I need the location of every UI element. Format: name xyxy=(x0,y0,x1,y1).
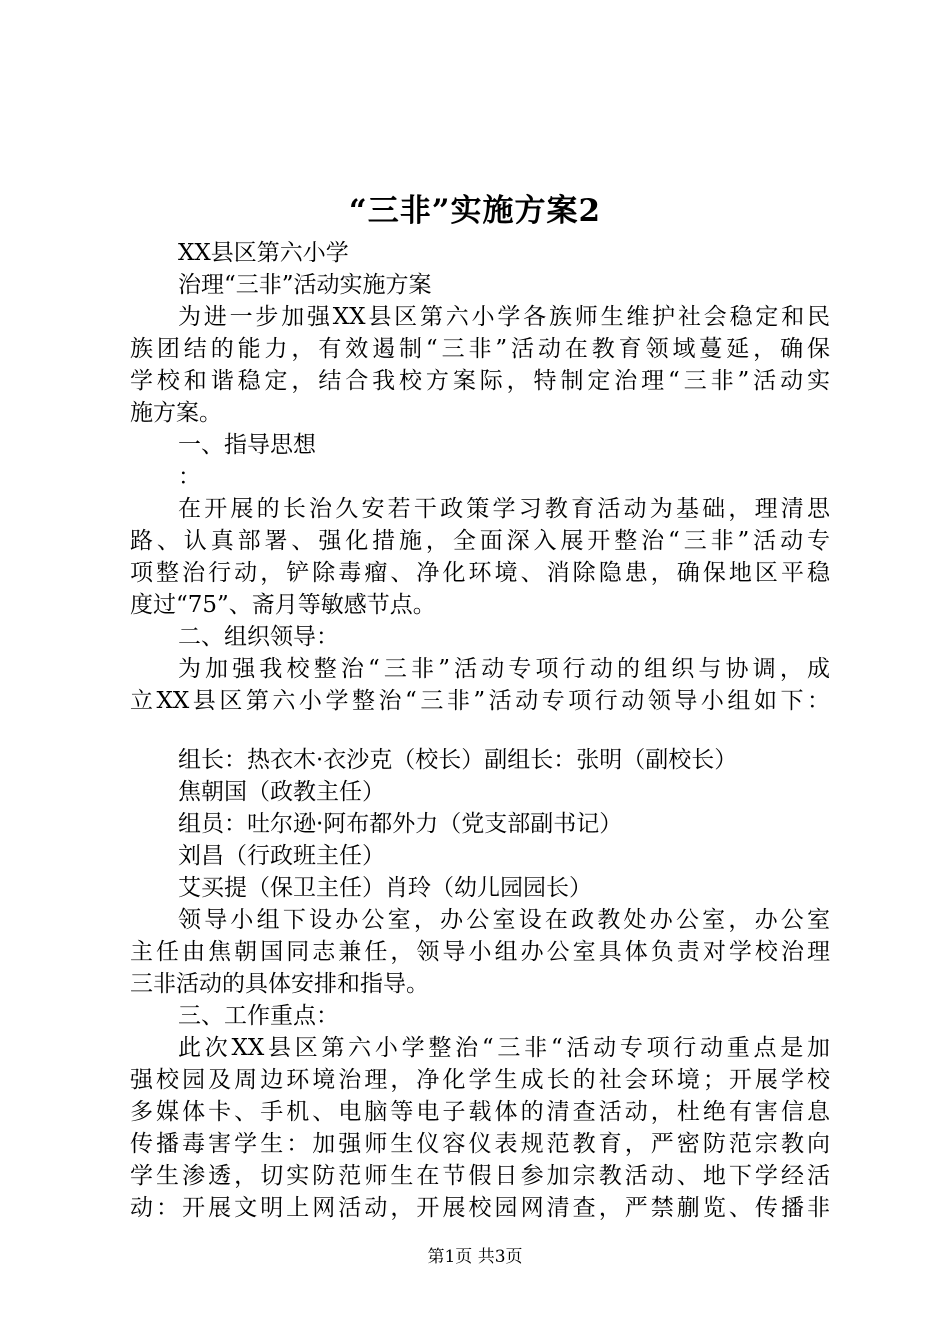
body-line: 项整治行动，铲除毒瘤、净化环境、消除隐患，确保地区平稳 xyxy=(130,560,830,586)
body-line: 传播毒害学生：加强师生仪容仪表规范教育，严密防范宗教向 xyxy=(130,1131,830,1157)
body-line: 焦朝国（政教主任） xyxy=(178,779,385,805)
body-line: 施方案。 xyxy=(130,400,222,426)
body-line: 刘昌（行政班主任） xyxy=(178,843,385,869)
body-line: 治理“三非”活动实施方案 xyxy=(178,272,432,298)
body-line: 族团结的能力，有效遏制“三非”活动在教育领域蔓延，确保 xyxy=(130,336,830,362)
body-line: 组长：热衣木·衣沙克（校长）副组长：张明（副校长） xyxy=(178,747,738,773)
body-line: 学校和谐稳定，结合我校方案际，特制定治理“三非”活动实 xyxy=(130,368,830,394)
section-heading: 一、指导思想 xyxy=(178,432,316,458)
body-line: 度过“75”、斋月等敏感节点。 xyxy=(130,592,436,618)
page-footer: 第1页 共3页 xyxy=(427,1247,523,1267)
body-line: 立XX县区第六小学整治“三非”活动专项行动领导小组如下： xyxy=(130,688,830,714)
body-line: XX县区第六小学 xyxy=(178,240,349,266)
body-line: 为加强我校整治“三非”活动专项行动的组织与协调，成 xyxy=(178,656,830,682)
body-line: 领导小组下设办公室，办公室设在政教处办公室，办公室 xyxy=(178,907,830,933)
body-line: ： xyxy=(178,464,201,490)
body-line: 此次XX县区第六小学整治“三非“活动专项行动重点是加 xyxy=(178,1035,830,1061)
body-line: 多媒体卡、手机、电脑等电子载体的清查活动，杜绝有害信息 xyxy=(130,1099,830,1125)
body-line: 强校园及周边环境治理，净化学生成长的社会环境；开展学校 xyxy=(130,1067,830,1093)
body-line: 路、认真部署、强化措施，全面深入展开整治“三非”活动专 xyxy=(130,528,830,554)
body-line: 为进一步加强XX县区第六小学各族师生维护社会稳定和民 xyxy=(178,304,830,330)
section-heading: 二、组织领导： xyxy=(178,624,339,650)
body-line: 组员：吐尔逊·阿布都外力（党支部副书记） xyxy=(178,811,623,837)
section-heading: 三、工作重点： xyxy=(178,1003,339,1029)
document-title: “三非”实施方案2 xyxy=(348,193,602,229)
body-line: 艾买提（保卫主任）肖玲（幼儿园园长） xyxy=(178,875,592,901)
body-line: 三非活动的具体安排和指导。 xyxy=(130,971,429,997)
body-line: 学生渗透，切实防范师生在节假日参加宗教活动、地下学经活 xyxy=(130,1163,830,1189)
body-line: 在开展的长治久安若干政策学习教育活动为基础，理清思 xyxy=(178,496,830,522)
body-line: 主任由焦朝国同志兼任，领导小组办公室具体负责对学校治理 xyxy=(130,939,830,965)
body-line: 动：开展文明上网活动，开展校园网清查，严禁蒯览、传播非 xyxy=(130,1195,830,1221)
